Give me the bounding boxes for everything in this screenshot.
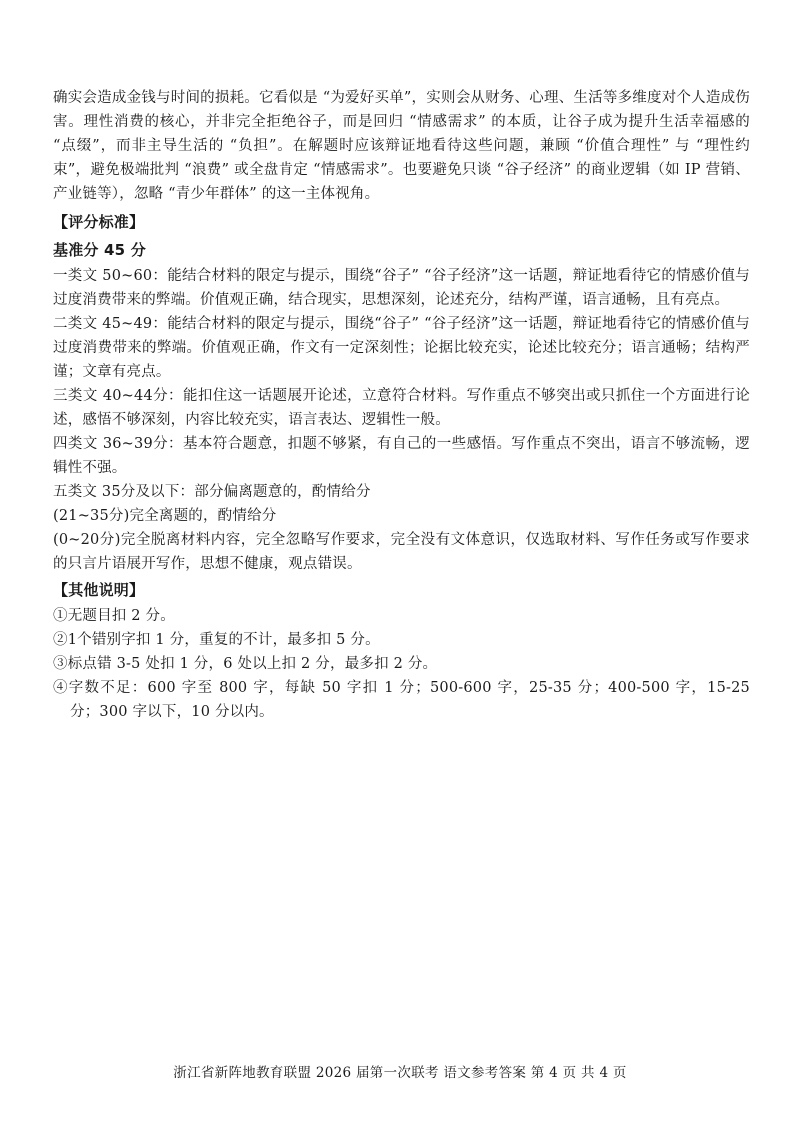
- note-item-1: ①无题目扣 2 分。: [53, 608, 175, 624]
- grade-1-paragraph: 一类文 50~60：能结合材料的限定与提示，围绕“谷子” “谷子经济”这一话题，辩证地看待它的情感价值与过度消费带来的弊端。价值观正确，结合现实，思想深刻，论述充分，结构严谨，语言通畅，且有亮点。: [53, 268, 750, 308]
- base-score: 基准分 45 分: [53, 241, 146, 259]
- scoring-heading: 【评分标准】: [53, 213, 145, 231]
- note-item-2: ②1个错别字扣 1 分，重复的不计，最多扣 5 分。: [53, 632, 380, 648]
- note-item-4: ④字数不足：600 字至 800 字，每缺 50 字扣 1 分；500-600 字，25-35 分；400-500 字，15-25 分；300 字以下，10 分以内。: [53, 680, 750, 720]
- intro-paragraph: 确实会造成金钱与时间的损耗。它看似是 “为爱好买单”，实则会从财务、心理、生活等多维度对个人造成伤害。理性消费的核心，并非完全拒绝谷子，而是回归 “情感需求” 的本质，让谷子成为提升生活幸福感的 “点缀”，而非主导生活的 “负担”。在解题时应该辩证地看待这些问题，兼顾 “价值合理性” 与 “理性约束”，避免极端批判 “浪费” 或全盘肯定 “情感需求”。也要避免只谈 “谷子经济” 的商业逻辑（如 IP 营销、产业链等），忽略 “青少年群体” 的这一主体视角。: [53, 90, 750, 202]
- answer-key-content: [53, 86, 750, 724]
- grade-5-paragraph: 五类文 35分及以下：部分偏离题意的，酌情给分: [53, 484, 371, 500]
- detached-paragraph: (0~20分)完全脱离材料内容，完全忽略写作要求，完全没有文体意识，仅选取材料、写作任务或写作要求的只言片语展开写作，思想不健康，观点错误。: [53, 532, 750, 572]
- note-item-3: ③标点错 3-5 处扣 1 分，6 处以上扣 2 分，最多扣 2 分。: [53, 656, 438, 672]
- grade-3-paragraph: 三类文 40~44分：能扣住这一话题展开论述，立意符合材料。写作重点不够突出或只抓住一个方面进行论述，感悟不够深刻，内容比较充实，语言表达、逻辑性一般。: [53, 388, 750, 428]
- notes-heading: 【其他说明】: [53, 581, 145, 599]
- page-footer: 浙江省新阵地教育联盟 2026 届第一次联考 语文参考答案 第 4 页 共 4 页: [173, 1065, 627, 1081]
- grade-2-paragraph: 二类文 45~49：能结合材料的限定与提示，围绕“谷子” “谷子经济”这一话题，辩证地看待它的情感价值与过度消费带来的弊端。价值观正确，作文有一定深刻性；论据比较充实，论述比较充分；语言通畅；结构严谨；文章有亮点。: [53, 316, 750, 380]
- off-topic-paragraph: (21~35分)完全离题的，酌情给分: [53, 508, 277, 524]
- grade-4-paragraph: 四类文 36~39分：基本符合题意，扣题不够紧，有自己的一些感悟。写作重点不突出，语言不够流畅，逻辑性不强。: [53, 436, 750, 476]
